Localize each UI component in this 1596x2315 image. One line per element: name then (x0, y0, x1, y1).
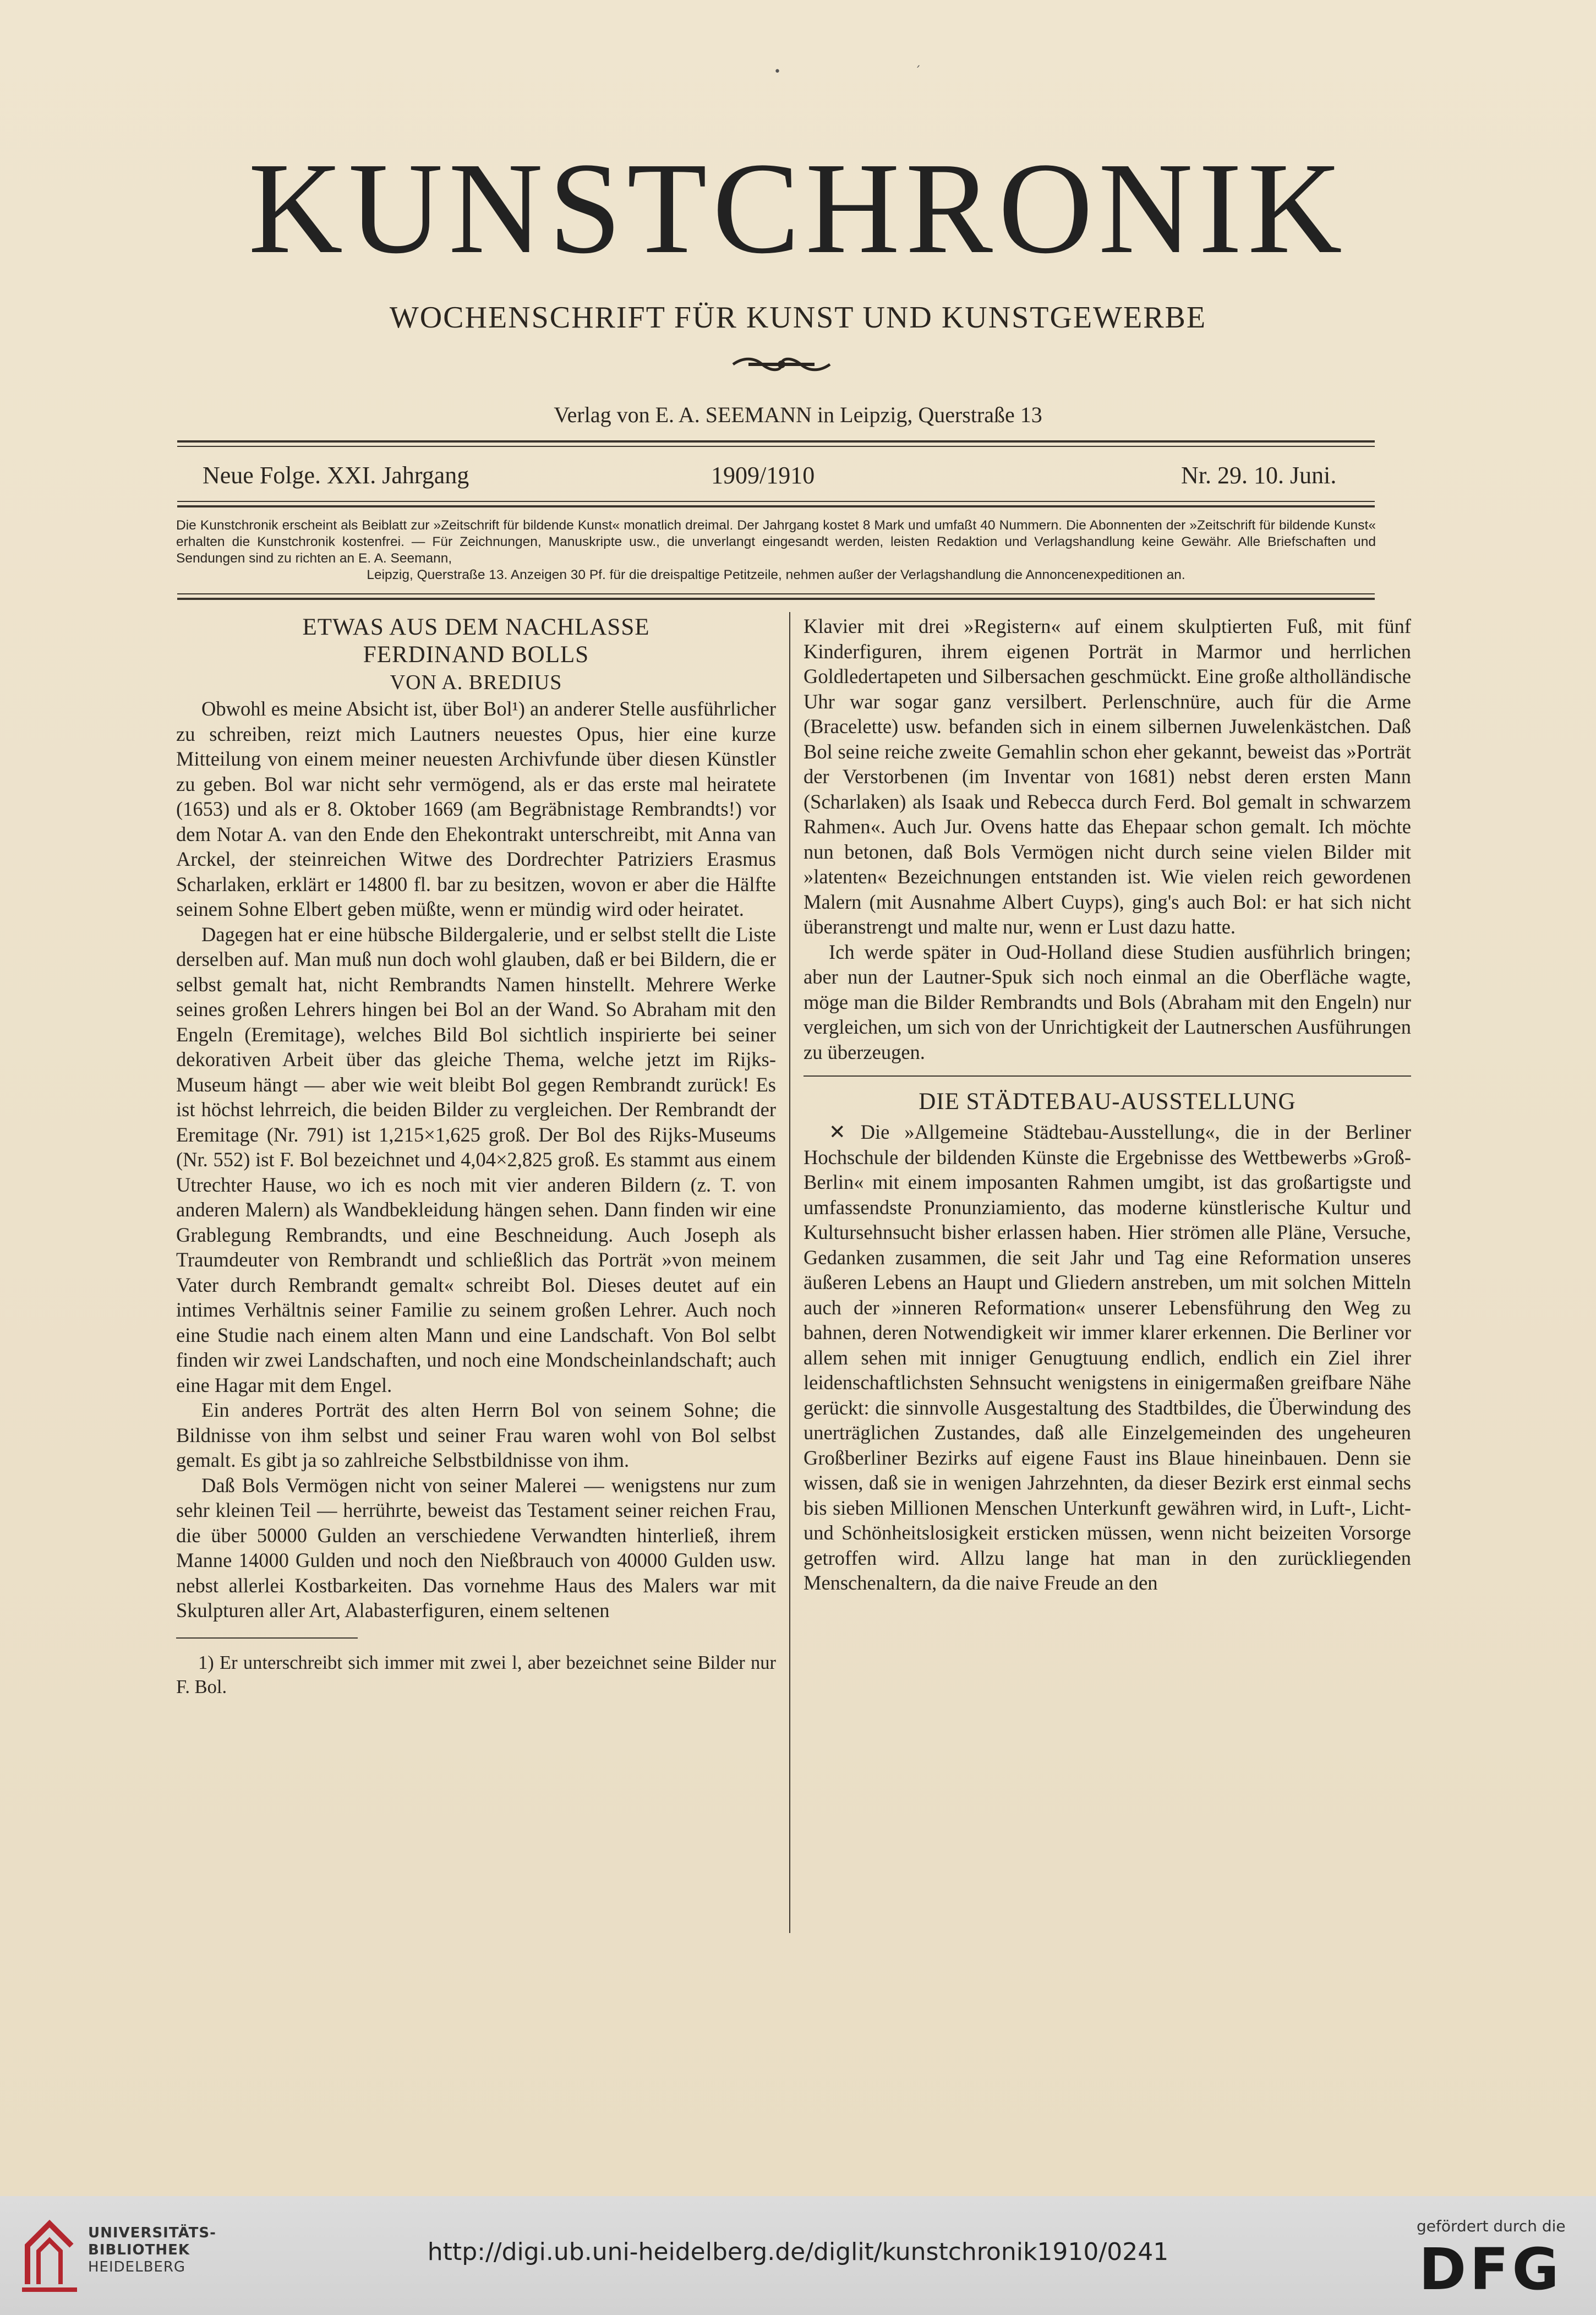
article-paragraph: Dagegen hat er eine hübsche Bildergalerie, und er selbst stellt die Liste derselben auf. Man muß nun doch wohl glauben, daß er bei Bildern, die er selbst gemalt hat, nicht Rembrandts Namen hinstellt. Mehrere Werke seines großen Lehrers hingen bei Bol an der Wand. So Abraham mit den Engeln (Eremitage), welches Bild Bol sichtlich inspirierte bei seiner dekorativen Arbeit über das gleiche Thema, welche jetzt im Rijks-Museum hängt — aber wie weit bleibt Bol gegen Rembrandt zurück! Es ist höchst lehrreich, die beiden Bilder zu vergleichen. Der Rembrandt der Eremitage (Nr. 791) ist 1,215×1,625 groß. Der Bol des Rijks-Museums (Nr. 552) ist F. Bol bezeichnet und 4,04×2,825 groß. Es stammt aus einem Utrechter Hause, wo ich es noch mit vier anderen Bildern (z. T. von anderen Malern) als Wandbekleidung hängen sehen. Dann finden wir eine Grablegung Rembrandts, und eine Beschneidung. Auch Joseph als Traumdeuter von Rembrandt und schließlich das Porträt »von meinem Vater durch Rembrandt gemalt« schreibt Bol. Dieses deutet auf ein intimes Verhältnis seiner Familie zu seinem großen Lehrer. Auch noch eine Studie nach einem alten Mann und eine Landschaft. Von Bol selbt finden wir zwei Landschaften, und noch eine Mondscheinlandschaft; auch eine Hagar mit dem Engel. (176, 922, 776, 1396)
library-name-line: BIBLIOTHEK (88, 2242, 190, 2258)
divider (177, 593, 1375, 594)
masthead-title: KUNSTCHRONIK (248, 136, 1348, 281)
footnote-divider (176, 1637, 358, 1639)
column-divider (789, 612, 790, 1933)
decorative-ornament-icon (732, 355, 831, 374)
notice-line: Die Abonnenten der »Zeitschrift für bildende Kunst« erhalten die Kunstchronik kostenfrei. — Für Zeichnungen, Manuskripte usw., die unverlangt (176, 518, 1376, 549)
article-paragraph: Daß Bols Vermögen nicht von seiner Malerei — wenigstens nur zum sehr kleinen Teil — herrührte, beweist das Testament seiner reichen Frau, die über 50000 Gulden an verschiedene Verwandten hinterließ, ihrem Manne 14000 Gulden und noch den Nießbrauch von 40000 Gulden usw. nebst allerlei Kostbarkeiten. Das vornehme Haus des Malers war mit Skulpturen aller Art, Alabasterfiguren, einem seltenen (176, 1473, 776, 1621)
permalink-url[interactable]: http://digi.ub.uni-heidelberg.de/diglit/kunstchronik1910/0241 (427, 2238, 1169, 2266)
divider (177, 505, 1375, 507)
viewer-footer (0, 2196, 1596, 2315)
issue-years: 1909/1910 (711, 462, 815, 489)
article-paragraph: Ich werde später in Oud-Holland diese Studien ausführlich bringen; aber nun der Lautner-Spuk sich noch einmal an die Oberfläche wagte, möge man die Bilder Rembrandts und Bols (Abraham mit den Engeln) nur vergleichen, um sich von der Unrichtigkeit der Lautnerschen Ausführungen zu überzeugen. (804, 940, 1411, 1063)
right-column (804, 614, 1411, 1596)
library-name-line: HEIDELBERG (88, 2259, 186, 2275)
ink-speck: • (774, 65, 781, 79)
article-title: ETWAS AUS DEM NACHLASSE (302, 614, 650, 640)
publisher-line: Verlag von E. A. SEEMANN in Leipzig, Querstraße 13 (554, 402, 1042, 427)
notice-line: eingesandt werden, leisten Redaktion und Verlagshandlung keine Gewähr. Alle Briefschaften und Sendungen sind zu richten an E. A. Seemann, (176, 534, 1376, 566)
subscription-notice (176, 517, 1376, 583)
divider (177, 598, 1375, 600)
sponsor-label: gefördert durch die (1417, 2217, 1566, 2235)
article-paragraph: Klavier mit drei »Registern« auf einem skulptierten Fuß, mit fünf Kinderfiguren, ihrem eigenen Porträt in Marmor und herrlichen Goldledertapeten und Silbersachen geschmückt. Eine große altholländische Uhr war sogar ganz versilbert. Perlenschnüre, auch für die Arme (Bracelette) usw. befanden sich in einem silbernen Juwelenkästchen. Daß Bol seine reiche zweite Gemahlin schon eher gekannt, beweist das »Porträt der Verstorbenen (im Inventar von 1681) nebst deren ersten Mann (Scharlaken) als Isaak und Rebecca durch Ferd. Bol gemalt in schwarzem Rahmen«. Auch Jur. Ovens hatte das Ehepaar schon gemalt. Ich möchte nun betonen, daß Bols Vermögen nicht durch seine vielen Bilder mit »latenten« Bezeichnungen entstanden ist. Wie vielen reich gewordenen Malern (mit Ausnahme Albert Cuyps), ging's auch Bol: er hat sich nicht überanstrengt und malte nur, wenn er Lust dazu hatte. (804, 615, 1411, 938)
article-title: DIE STÄDTEBAU-AUSSTELLUNG (919, 1089, 1296, 1115)
divider (177, 440, 1375, 443)
ink-speck: ˊ (915, 65, 921, 79)
library-name-line: UNIVERSITÄTS- (88, 2225, 216, 2241)
footnote: 1) Er unterschreibt sich immer mit zwei l, aber bezeichnet seine Bilder nur F. Bol. (176, 1652, 776, 1697)
article-title: FERDINAND BOLLS (363, 642, 589, 668)
article-paragraph: ✕ Die »Allgemeine Städtebau-Ausstellung«, die in der Berliner Hochschule der bildenden Künste die Ergebnisse des Wettbewerbs »Groß-Berlin« mit einem imposanten Rahmen umgibt, ist das großartigste und umfassendste Pronunziamiento, das moderne künstlerische Kultur und Kultursehnsucht bisher erlassen haben. Hier strömen alle Pläne, Versuche, Gedanken zusammen, die seit Jahr und Tag eine Reformation unseres äußeren Lebens an Haupt und Gliedern anstreben, um mit solchen Mitteln auch der »inneren Reformation« unserer Lebensführung den Weg zu bahnen, deren Notwendigkeit wir immer klarer erkennen. Die Berliner vor allem sehen mit inniger Genugtuung endlich, endlich ein Ziel ihrer leidenschaftlichsten Sehnsucht wenigstens in einigermaßen greifbare Nähe gerückt: die sinnvolle Ausgestaltung des Stadtbildes, die Überwindung des unerträglichen Zustandes, daß alle Einzelgemeinden des ungeheuren Großberliner Bezirks auf eigene Faust ins Blaue hineinbauen. Denn sie wissen, daß sie in wenigen Jahrzehnten, da dieser Bezirk erst einmal sechs bis sieben Millionen Menschen Unterkunft gewähren wird, in Luft-, Licht- und Schönheitslosigkeit ersticken müssen, wenn nicht beizeiten Vorsorge getroffen wird. Allzu lange hat man in den zurückliegenden Menschenaltern, da die naive Freude an den (804, 1121, 1411, 1594)
article-divider (804, 1075, 1411, 1077)
article-paragraph: Ein anderes Porträt des alten Herrn Bol von seinem Sohne; die Bildnisse von ihm selbst und seiner Frau waren wohl von Bol selbst gemalt. Es gibt ja so zahlreiche Selbstbildnisse von ihm. (176, 1399, 776, 1471)
dfg-logo[interactable]: DFG (1419, 2236, 1562, 2303)
divider (177, 446, 1375, 447)
masthead-subtitle: WOCHENSCHRIFT FÜR KUNST UND KUNSTGEWERBE (389, 301, 1207, 335)
issue-series: Neue Folge. XXI. Jahrgang (203, 462, 469, 489)
notice-line: Die Kunstchronik erscheint als Beiblatt zur »Zeitschrift für bildende Kunst« monatlich dreimal. Der Jahrgang kostet 8 Mark und umfaßt 40 Nummern. (176, 518, 1062, 533)
left-column (176, 614, 776, 1699)
article-author: VON A. BREDIUS (390, 671, 562, 694)
issue-number: Nr. 29. 10. Juni. (1181, 462, 1337, 489)
article-paragraph: Obwohl es meine Absicht ist, über Bol¹) an anderer Stelle ausführlicher zu schreiben, reizt mich Lautners neuestes Opus, hier eine kurze Mitteilung von einem meiner neuesten Archivfunde über diesen Künstler zu geben. Bol war nicht sehr vermögend, als er das erste mal heiratete (1653) und als er 8. Oktober 1669 (am Begräbnistage Rembrandts!) vor dem Notar A. van den Ende den Ehekontrakt unterschreibt, mit Anna van Arckel, der steinreichen Witwe des Dordrechter Patriziers Erasmus Scharlaken, erklärt er 14800 fl. bar zu besitzen, wovon er aber die Hälfte seinem Sohne Elbert geben müßte, wenn er mündig wird oder heiratet. (176, 697, 776, 920)
divider (177, 501, 1375, 502)
notice-line: Leipzig, Querstraße 13. Anzeigen 30 Pf. für die dreispaltige Petitzeile, nehmen außer der Verlagshandlung die Annoncenexpeditionen an. (367, 567, 1185, 582)
